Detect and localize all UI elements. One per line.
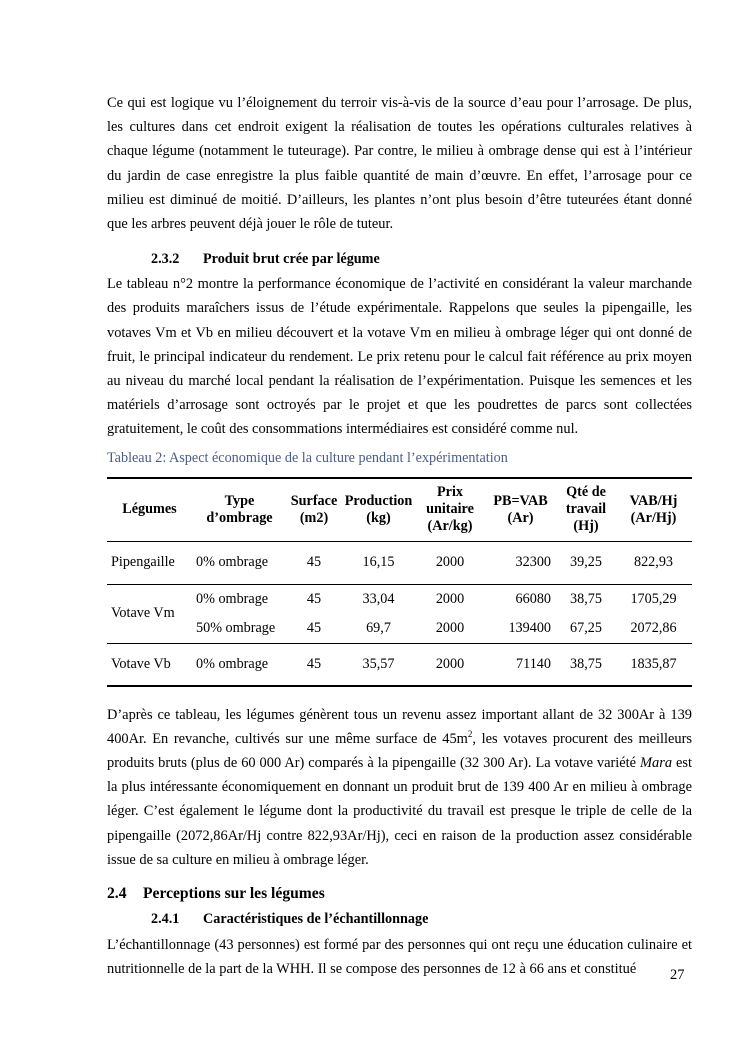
section-title: Produit brut crée par légume: [203, 251, 380, 268]
cell-ombrage: 0% ombrage: [192, 584, 287, 614]
paragraph-3: [107, 703, 692, 872]
document-page: [107, 91, 692, 981]
cell-ombrage: 0% ombrage: [192, 643, 287, 686]
cell-prix: 2000: [416, 584, 484, 614]
cell-prix: 2000: [416, 643, 484, 686]
cell-qte: 38,75: [557, 584, 615, 614]
cell-legume: Pipengaille: [111, 554, 175, 571]
paragraph-3-part1: D’après ce tableau, les légumes génèrent tous un revenu assez important allant de 32 300Ar à 139 400Ar. En revanche, cultivés sur une même surface de 45m: [107, 706, 692, 747]
cell-pb: 71140: [484, 643, 557, 686]
cell-legume: Votave Vm: [107, 584, 192, 643]
table-row: [107, 541, 692, 584]
section-heading-2-4: [107, 883, 692, 905]
table-caption: Tableau 2: Aspect économique de la culture pendant l’expérimentation: [107, 449, 508, 466]
section-title: Perceptions sur les légumes: [143, 885, 325, 903]
header-prix: Prix unitaire (Ar/kg): [416, 478, 484, 542]
cell-vab: 822,93: [633, 554, 673, 571]
header-pb-vab: PB=VAB (Ar): [484, 478, 557, 542]
cell-surface: 45: [287, 584, 341, 614]
cell-production: 33,04: [341, 584, 416, 614]
cell-production: 69,7: [366, 619, 391, 636]
paragraph-3-part3: est la plus intéressante économiquement en donnant un produit brut de 139 400 Ar en milieu à ombrage léger. C’est également le légume dont la productivité du travail est presque le triple de celle de la pipengaille (2072,86Ar/Hj contre 822,93Ar/Hj), ceci en raison de la production assez considérable issue de sa culture en milieu à ombrage léger.: [107, 755, 692, 868]
cell-surface: 45: [306, 619, 322, 636]
header-qte-travail: Qté de travail (Hj): [557, 478, 615, 542]
economic-table: [107, 477, 692, 687]
cell-pb: 66080: [484, 584, 557, 614]
section-heading-2-3-2: [107, 249, 692, 269]
header-production: Production (kg): [341, 478, 416, 542]
cell-production: 16,15: [362, 554, 395, 571]
cell-qte: 67,25: [570, 619, 602, 636]
cell-pb: 139400: [508, 619, 551, 636]
cell-qte: 39,25: [570, 554, 602, 571]
cell-vab: 1705,29: [615, 584, 692, 614]
cell-prix: 2000: [435, 554, 465, 571]
section-heading-2-4-1: [107, 909, 692, 929]
header-legumes: Légumes: [107, 478, 192, 542]
paragraph-4: L’échantillonnage (43 personnes) est formé par des personnes qui ont reçu une éducation culinaire et nutritionnelle de la part de la WHH. Il se compose des personnes de 12 à 66 ans et constitué: [107, 937, 692, 978]
section-number: 2.4.1: [151, 911, 180, 928]
cell-production: 35,57: [341, 643, 416, 686]
cell-surface: 45: [306, 554, 322, 571]
cell-qte: 38,75: [557, 643, 615, 686]
table-row: [107, 614, 692, 644]
cell-vab: 2072,86: [630, 619, 677, 636]
variety-name: Mara: [640, 755, 673, 772]
header-vab-hj: VAB/Hj (Ar/Hj): [615, 478, 692, 542]
page-number: 27: [670, 967, 685, 983]
paragraph-1: Ce qui est logique vu l’éloignement du terroir vis-à-vis de la source d’eau pour l’arrosage. De plus, les cultures dans cet endroit exigent la réalisation de toutes les opérations culturales relatives à chaque légume (notamment le tuteurage). Par contre, le milieu à ombrage dense qui est à l’intérieur du jardin de case enregistre la plus faible quantité de main d’œuvre. En effet, l’arrosage pour ce milieu est diminué de moitié. D’ailleurs, les plantes n’ont plus besoin d’être tuteurées étant donné que les arbres peuvent déjà jouer le rôle de tuteur.: [107, 95, 692, 233]
table-row: [107, 643, 692, 686]
table-row: [107, 584, 692, 614]
section-title: Caractéristiques de l’échantillonnage: [203, 911, 429, 928]
superscript-2: 2: [467, 729, 473, 740]
cell-prix: 2000: [435, 619, 465, 636]
section-number: 2.4: [107, 885, 127, 903]
cell-pb: 32300: [515, 554, 551, 571]
cell-ombrage: 0% ombrage: [196, 554, 269, 571]
cell-surface: 45: [287, 643, 341, 686]
paragraph-3-part2: , les votaves procurent des meilleurs produits bruts (plus de 60 000 Ar) comparés à la pipengaille (32 300 Ar). La votave variété: [107, 730, 693, 772]
cell-vab: 1835,87: [615, 643, 692, 686]
paragraph-2: Le tableau n°2 montre la performance économique de l’activité en considérant la valeur marchande des produits maraîchers issus de l’étude expérimentale. Rappelons que seules la pipengaille, les votaves Vm et Vb en milieu découvert et la votave Vm en milieu à ombrage léger qui ont donné de fruit, le principal indicateur du rendement. Le prix retenu pour le calcul fait référence au prix moyen au niveau du marché local pendant la réalisation de l’expérimentation. Puisque les semences et les matériels d’arrosage sont octroyés par le projet et que les poudrettes de parcs sont collectées gratuitement, le coût des consommations intermédiaires est considéré comme nul.: [107, 276, 692, 438]
header-surface: Surface (m2): [287, 478, 341, 542]
cell-legume: Votave Vb: [107, 643, 192, 686]
table-header-row: [107, 478, 692, 542]
section-number: 2.3.2: [151, 251, 180, 268]
header-type-ombrage: Type d’ombrage: [192, 478, 287, 542]
cell-ombrage: 50% ombrage: [196, 619, 276, 636]
